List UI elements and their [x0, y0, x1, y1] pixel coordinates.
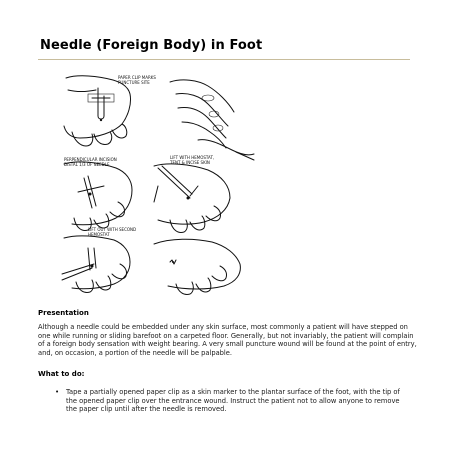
- label-lift-out-second-hemostat: [88, 228, 136, 237]
- panel-paper-clip-foot: [64, 76, 131, 146]
- illustration-drawing: [58, 68, 258, 296]
- label-lift-with-hemostat-text: LIFT WITH HEMOSTAT, TENT & INCISE SKIN: [170, 155, 215, 165]
- what-to-do-bullet: Tape a partially opened paper clip as a skin marker to the plantar surface of the foot, with the tip of the opened paper clip over the entrance wound. Instruct the patient not to allow anyone to remove the paper clip until after the needle is removed.: [66, 388, 400, 414]
- panel-perpendicular-incision: [64, 162, 132, 231]
- label-lift-out-second-hemostat-text: LIFT OUT WITH SECOND HEMOSTAT: [88, 227, 137, 237]
- panel-hemostat-tent: [154, 164, 230, 233]
- what-to-do-heading: What to do:: [38, 370, 85, 378]
- panel-sole-puncture: [154, 239, 240, 294]
- label-paper-clip-marks: [118, 76, 156, 85]
- presentation-heading: Presentation: [38, 309, 89, 317]
- label-lift-with-hemostat: [170, 156, 214, 165]
- procedure-illustration: [58, 68, 258, 296]
- page-title: Needle (Foreign Body) in Foot: [40, 38, 263, 53]
- bullet-marker: •: [55, 388, 60, 396]
- panel-second-hemostat: [62, 236, 130, 293]
- title-divider: [38, 59, 410, 60]
- label-perpendicular-incision-text: PERPENDICULAR INCISION DISTAL 1/3 OF NEEDLE: [64, 157, 117, 167]
- label-perpendicular-incision: [64, 158, 117, 167]
- panel-skeletal-foot: [170, 80, 254, 160]
- label-paper-clip-marks-text: PAPER CLIP MARKS PUNCTURE SITE: [118, 75, 156, 85]
- presentation-paragraph: Although a needle could be embedded under any skin surface, most commonly a patient will have stepped on one while running or sliding barefoot on a carpeted floor. Generally, but not invariably, the patient will complain of a foreign body sensation with weight bearing. A very small puncture wound will be found at the point of entry, and, on occasion, a portion of the needle will be palpable.: [38, 323, 417, 357]
